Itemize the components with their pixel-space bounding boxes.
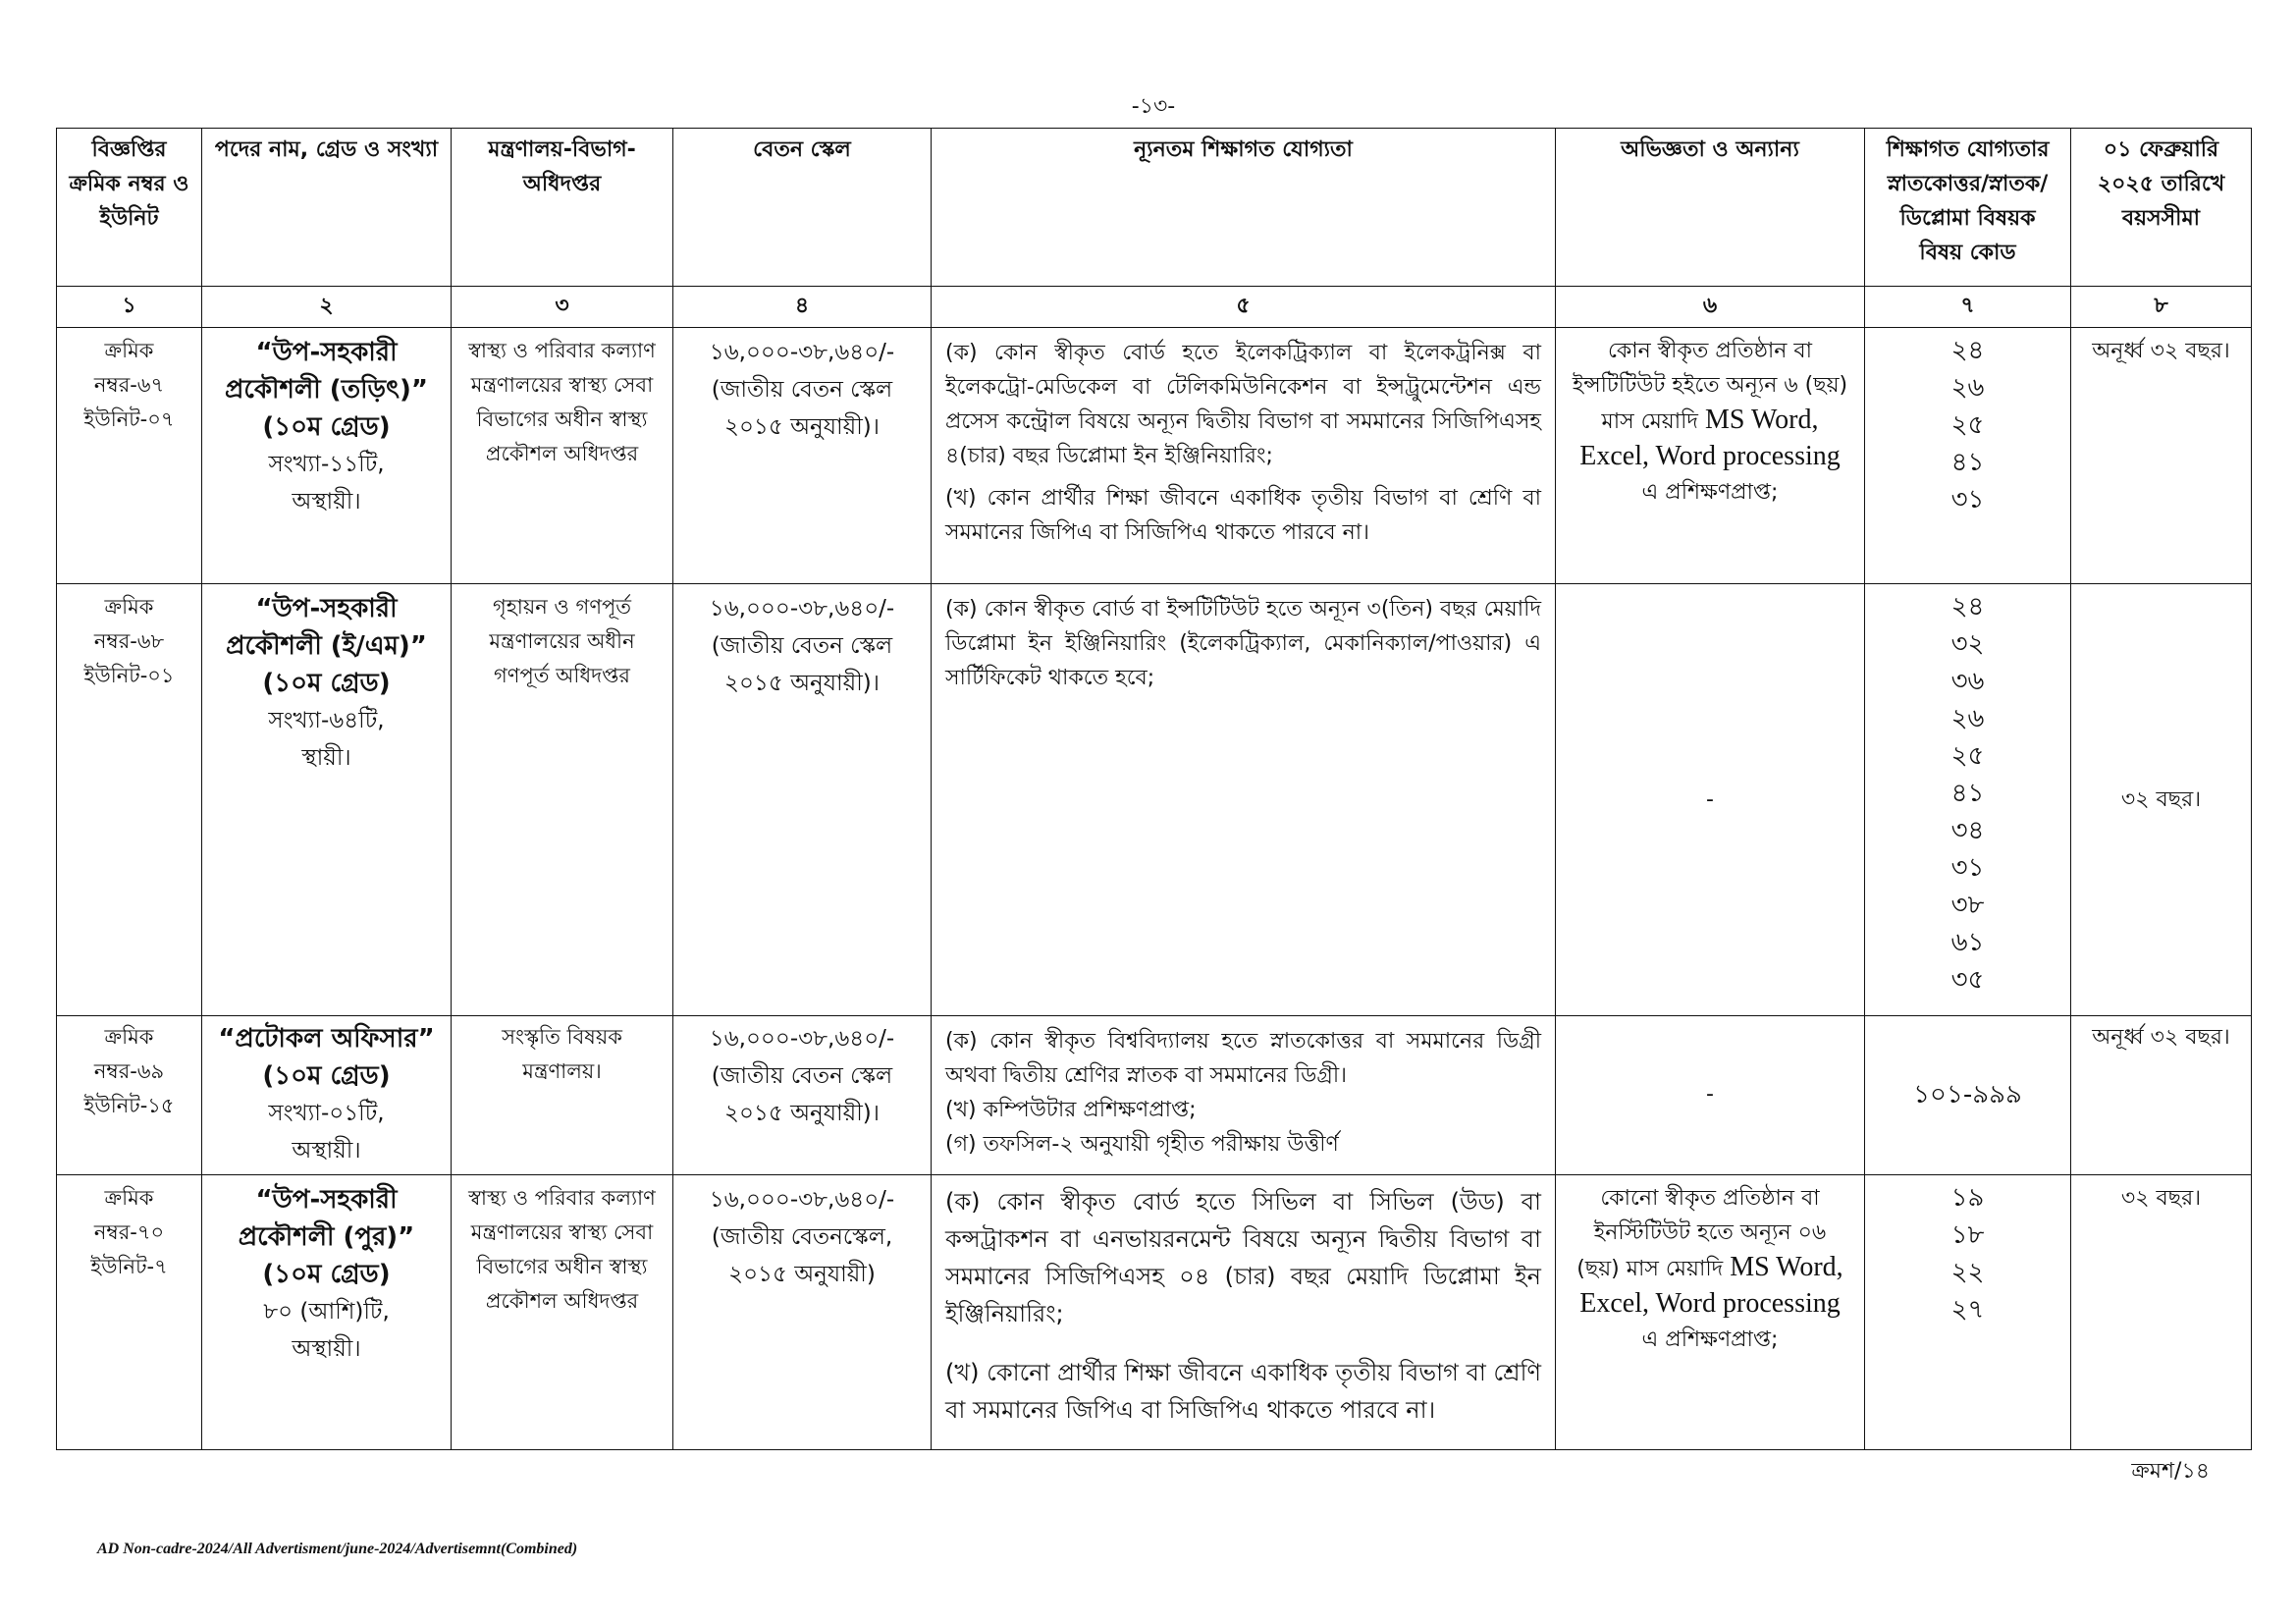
experience-cell: [1556, 584, 1865, 1016]
unit-number: ইউনিট-০১: [83, 664, 175, 687]
post-count: ৮০ (আশি)টি,: [263, 1299, 390, 1325]
post-status: অস্থায়ী।: [292, 1138, 361, 1164]
column-number-text: ৫: [1236, 294, 1251, 318]
serial-content: [57, 584, 201, 1015]
serial-cell: [57, 1016, 202, 1175]
pay-scale-note: (জাতীয় বেতন স্কেল ২০১৫ অনুযায়ী)।: [711, 377, 893, 440]
qualification-item: (খ) কোনো প্রার্থীর শিক্ষা জীবনে একাধিক তৃতীয় বিভাগ বা শ্রেণি বা সমমানের জিপিএ বা সিজিপিএ থাকতে পারবে না।: [945, 1359, 1541, 1424]
column-number-text: ৮: [2154, 294, 2168, 318]
qualification-cell: [932, 1175, 1556, 1450]
experience-text: [1570, 334, 1850, 510]
column-number: [1556, 287, 1865, 328]
header-cell: বেতন স্কেল: [753, 137, 851, 162]
experience-cell: [1556, 1016, 1865, 1175]
post-grade: (১০ম গ্রেড): [262, 669, 391, 698]
ministry-cell: [452, 1016, 673, 1175]
qualification-item: (ক) কোন স্বীকৃত বোর্ড বা ইন্সটিটিউট হতে অন্যূন ৩(তিন) বছর মেয়াদি ডিপ্লোমা ইন ইঞ্জিনিয়ারিং (ইলেকট্রিক্যাল, মেকানিক্যাল/পাওয়ার) এ সার্টিফিকেট থাকতে হবে;: [945, 597, 1541, 690]
pay-scale-cell: [673, 1175, 932, 1450]
age-limit: ৩২ বছর।: [2120, 787, 2202, 812]
qualification-cell: [932, 1016, 1556, 1175]
qualification-cell: [932, 328, 1556, 584]
column-number-text: ৪: [794, 294, 810, 318]
experience-text: -: [1706, 1082, 1714, 1107]
qualification-item: (ক) কোন স্বীকৃত বিশ্ববিদ্যালয় হতে স্নাতকোত্তর বা সমমানের ডিগ্রী অথবা দ্বিতীয় শ্রেণির স্নাতক বা সমমানের ডিগ্রী।: [945, 1029, 1541, 1088]
age-limit-cell: [2071, 584, 2252, 1016]
experience-suffix: এ প্রশিক্ষণপ্রাপ্ত;: [1641, 1327, 1779, 1352]
pay-scale: ১৬,০০০-৩৮,৬৪০/-: [709, 1187, 895, 1213]
software-list: MS Word, Excel, Word processing: [1579, 405, 1841, 471]
post-cell: [202, 328, 452, 584]
subject-code: ৪১: [1950, 448, 1985, 477]
post-content: [202, 1016, 451, 1174]
subject-code: ৩৫: [1950, 965, 1985, 995]
table-row: [57, 328, 2252, 584]
post-title: “উপ-সহকারী প্রকৌশলী (পুর)”: [238, 1185, 415, 1252]
column-number: [57, 287, 202, 328]
experience-suffix: এ প্রশিক্ষণপ্রাপ্ত;: [1641, 480, 1779, 505]
column-number-text: ১: [122, 294, 136, 318]
header-cell: ০১ ফেব্রুয়ারি ২০২৫ তারিখে বয়সসীমা: [2097, 137, 2225, 231]
subject-code-cell: [1865, 1175, 2071, 1450]
header-ministry: [452, 129, 673, 287]
qualification-item: (খ) কম্পিউটার প্রশিক্ষণপ্রাপ্ত;: [945, 1098, 1197, 1122]
column-number-text: ৩: [555, 294, 569, 318]
age-limit-cell: [2071, 1175, 2252, 1450]
post-grade: (১০ম গ্রেড): [262, 412, 391, 442]
ministry-cell: [452, 328, 673, 584]
subject-code: ২৬: [1950, 704, 1985, 733]
unit-number: ইউনিট-১৫: [83, 1094, 175, 1117]
table-row: [57, 1175, 2252, 1450]
header-age-limit: [2071, 129, 2252, 287]
subject-code: ৩১: [1950, 485, 1985, 514]
experience-text: [1570, 1181, 1850, 1357]
subject-code: ২৭: [1950, 1295, 1985, 1325]
serial-content: [57, 328, 201, 583]
column-number: [452, 287, 673, 328]
qualification-content: [932, 584, 1555, 1015]
post-count: সংখ্যা-৬৪টি,: [268, 708, 385, 733]
age-limit: ৩২ বছর।: [2120, 1186, 2202, 1211]
header-cell: মন্ত্রণালয়-বিভাগ-অধিদপ্তর: [488, 137, 636, 196]
header-serial-unit: [57, 129, 202, 287]
post-cell: [202, 584, 452, 1016]
post-content: [202, 328, 451, 583]
pay-scale: ১৬,০০০-৩৮,৬৪০/-: [709, 340, 895, 365]
subject-code-cell: [1865, 1016, 2071, 1175]
header-cell: শিক্ষাগত যোগ্যতার স্নাতকোত্তর/স্নাতক/ ডিপ্লোমা বিষয়ক বিষয় কোড: [1886, 137, 2050, 265]
post-content: [202, 1175, 451, 1449]
post-title: “প্রটোকল অফিসার”: [218, 1024, 435, 1054]
age-limit: অনূর্ধ্ব ৩২ বছর।: [2092, 1025, 2230, 1050]
header-subject-code: [1865, 129, 2071, 287]
age-limit-cell: [2071, 328, 2252, 584]
serial-cell: [57, 1175, 202, 1450]
header-qualification: [932, 129, 1556, 287]
header-cell: পদের নাম, গ্রেড ও সংখ্যা: [214, 137, 439, 162]
header-cell: ন্যূনতম শিক্ষাগত যোগ্যতা: [1134, 137, 1353, 162]
ministry-text: স্বাস্থ্য ও পরিবার কল্যাণ মন্ত্রণালয়ের স্বাস্থ্য সেবা বিভাগের অধীন স্বাস্থ্য প্রকৌশল অধিদপ্তর: [468, 1186, 656, 1313]
page-number: -১৩-: [1131, 94, 1176, 119]
pay-scale: ১৬,০০০-৩৮,৬৪০/-: [709, 1026, 895, 1052]
subject-code: ২৬: [1950, 373, 1985, 403]
subject-code-list: [1865, 328, 2070, 583]
qualification-item: (ক) কোন স্বীকৃত বোর্ড হতে ইলেকট্রিক্যাল বা ইলেকট্রনিক্স বা ইলেকট্রো-মেডিকেল বা টেলিকমিউনিকেশন বা ইন্সট্রুমেন্টেশন এন্ড প্রসেস কন্ট্রোল বিষয়ে অন্যূন দ্বিতীয় বিভাগ বা সমমানের সিজিপিএসহ ৪(চার) বছর ডিপ্লোমা ইন ইঞ্জিনিয়ারিং;: [945, 341, 1541, 468]
pay-scale-content: [673, 328, 931, 583]
experience-prefix: কোনো স্বীকৃত প্রতিষ্ঠান বা ইনস্টিটিউট হতে অন্যূন ০৬ (ছয়) মাস মেয়াদি: [1576, 1186, 1827, 1281]
unit-number: ইউনিট-৭: [90, 1255, 168, 1278]
subject-code: ২৫: [1950, 741, 1985, 771]
post-count: সংখ্যা-১১টি,: [268, 452, 385, 477]
subject-code: ২৫: [1950, 410, 1985, 440]
header-pay-scale: [673, 129, 932, 287]
post-grade: (১০ম গ্রেড): [262, 1260, 391, 1289]
qualification-item: (গ) তফসিল-২ অনুযায়ী গৃহীত পরীক্ষায় উত্তীর্ণ: [945, 1132, 1339, 1157]
qualification-content: [932, 1016, 1555, 1174]
qualification-item: (খ) কোন প্রার্থীর শিক্ষা জীবনে একাধিক তৃতীয় বিভাগ বা শ্রেণি বা সমমানের জিপিএ বা সিজিপিএ থাকতে পারবে না।: [945, 486, 1541, 545]
post-grade: (১০ম গ্রেড): [262, 1061, 391, 1091]
serial-number: ক্রমিক নম্বর-৬৮: [93, 595, 165, 653]
pay-scale: ১৬,০০০-৩৮,৬৪০/-: [709, 596, 895, 622]
post-title: “উপ-সহকারী প্রকৌশলী (ই/এম)”: [226, 594, 427, 661]
column-number: [932, 287, 1556, 328]
serial-cell: [57, 584, 202, 1016]
header-experience: [1556, 129, 1865, 287]
header-row: [57, 129, 2252, 287]
subject-code: ১০১-৯৯৯: [1913, 1079, 2022, 1110]
continuation-note: ক্রমশ/১৪: [2131, 1459, 2210, 1484]
serial-content: [57, 1016, 201, 1174]
experience-cell: [1556, 328, 1865, 584]
age-limit: অনূর্ধ্ব ৩২ বছর।: [2092, 339, 2230, 363]
software-list: MS Word, Excel, Word processing: [1579, 1252, 1843, 1319]
column-number-text: ৬: [1702, 294, 1718, 318]
column-number-text: ৭: [1960, 294, 1975, 318]
pay-scale-note: (জাতীয় বেতন স্কেল ২০১৫ অনুযায়ী)।: [711, 633, 893, 696]
subject-code: ২৪: [1950, 592, 1985, 622]
subject-code: ২৪: [1950, 336, 1985, 365]
age-limit-cell: [2071, 1016, 2252, 1175]
header-post: [202, 129, 452, 287]
ministry-text: সংস্কৃতি বিষয়ক মন্ত্রণালয়।: [502, 1025, 622, 1083]
subject-code-list: [1865, 1175, 2070, 1449]
footer-file-path: AD Non-cadre-2024/All Advertisment/june-2024/Advertisemnt(Combined): [97, 1541, 578, 1557]
subject-code-cell: [1865, 328, 2071, 584]
pay-scale-cell: [673, 1016, 932, 1175]
ministry-cell: [452, 584, 673, 1016]
qualification-content: [932, 1175, 1555, 1449]
subject-code: ৬১: [1950, 928, 1985, 957]
header-cell: বিজ্ঞপ্তির ক্রমিক নম্বর ও ইউনিট: [69, 137, 189, 231]
unit-number: ইউনিট-০৭: [83, 407, 175, 431]
pay-scale-content: [673, 584, 931, 1015]
serial-content: [57, 1175, 201, 1449]
pay-scale-cell: [673, 328, 932, 584]
table-row: [57, 1016, 2252, 1175]
qualification-content: [932, 328, 1555, 583]
column-number-row: [57, 287, 2252, 328]
serial-cell: [57, 328, 202, 584]
qualification-item: (ক) কোন স্বীকৃত বোর্ড হতে সিভিল বা সিভিল (উড) বা কন্সট্রাকশন বা এনভায়রনমেন্ট বিষয়ে অন্যূন দ্বিতীয় বিভাগ বা সমমানের সিজিপিএসহ ০৪ (চার) বছর মেয়াদি ডিপ্লোমা ইন ইঞ্জিনিয়ারিং;: [945, 1188, 1541, 1327]
ministry-cell: [452, 1175, 673, 1450]
subject-code: ৪১: [1950, 779, 1985, 808]
column-number: [673, 287, 932, 328]
subject-code: ৩১: [1950, 853, 1985, 883]
column-number: [202, 287, 452, 328]
pay-scale-note: (জাতীয় বেতন স্কেল ২০১৫ অনুযায়ী)।: [711, 1063, 893, 1126]
experience-cell: [1556, 1175, 1865, 1450]
pay-scale-note: (জাতীয় বেতনস্কেল, ২০১৫ অনুযায়ী): [711, 1224, 893, 1287]
column-number: [1865, 287, 2071, 328]
post-cell: [202, 1016, 452, 1175]
experience-content: [1556, 1175, 1864, 1449]
pay-scale-cell: [673, 584, 932, 1016]
serial-number: ক্রমিক নম্বর-৬৯: [93, 1025, 165, 1083]
qualification-cell: [932, 584, 1556, 1016]
experience-prefix: কোন স্বীকৃত প্রতিষ্ঠান বা ইন্সটিটিউট হইতে অন্যূন ৬ (ছয়) মাস মেয়াদি: [1572, 339, 1848, 434]
subject-code: ৩৪: [1950, 816, 1985, 845]
subject-code: ৩৬: [1950, 667, 1985, 696]
subject-code: ১৮: [1950, 1220, 1985, 1250]
post-cell: [202, 1175, 452, 1450]
pay-scale-content: [673, 1175, 931, 1449]
ministry-text: স্বাস্থ্য ও পরিবার কল্যাণ মন্ত্রণালয়ের স্বাস্থ্য সেবা বিভাগের অধীন স্বাস্থ্য প্রকৌশল অধিদপ্তর: [468, 339, 656, 465]
subject-code: ৩২: [1950, 629, 1985, 659]
job-advertisement-table: [56, 128, 2252, 1450]
serial-number: ক্রমিক নম্বর-৭০: [93, 1186, 165, 1244]
table-row: [57, 584, 2252, 1016]
post-status: স্থায়ী।: [301, 745, 351, 771]
post-status: অস্থায়ী।: [292, 489, 361, 514]
subject-code-cell: [1865, 584, 2071, 1016]
header-cell: অভিজ্ঞতা ও অন্যান্য: [1621, 137, 1799, 162]
column-number: [2071, 287, 2252, 328]
pay-scale-content: [673, 1016, 931, 1174]
column-number-text: ২: [319, 294, 334, 318]
subject-code: ২২: [1950, 1258, 1985, 1287]
post-title: “উপ-সহকারী প্রকৌশলী (তড়িৎ)”: [225, 338, 428, 405]
experience-content: [1556, 328, 1864, 583]
post-content: [202, 584, 451, 1015]
subject-code-list: [1865, 1016, 2070, 1174]
ministry-text: গৃহায়ন ও গণপূর্ত মন্ত্রণালয়ের অধীন গণপূর্ত অধিদপ্তর: [489, 595, 635, 687]
post-count: সংখ্যা-০১টি,: [268, 1101, 385, 1126]
subject-code: ১৯: [1950, 1183, 1985, 1213]
serial-number: ক্রমিক নম্বর-৬৭: [93, 339, 165, 397]
subject-code: ৩৮: [1950, 891, 1985, 920]
subject-code-list: [1865, 584, 2070, 1015]
experience-text: -: [1706, 787, 1714, 812]
post-status: অস্থায়ী।: [292, 1336, 361, 1362]
